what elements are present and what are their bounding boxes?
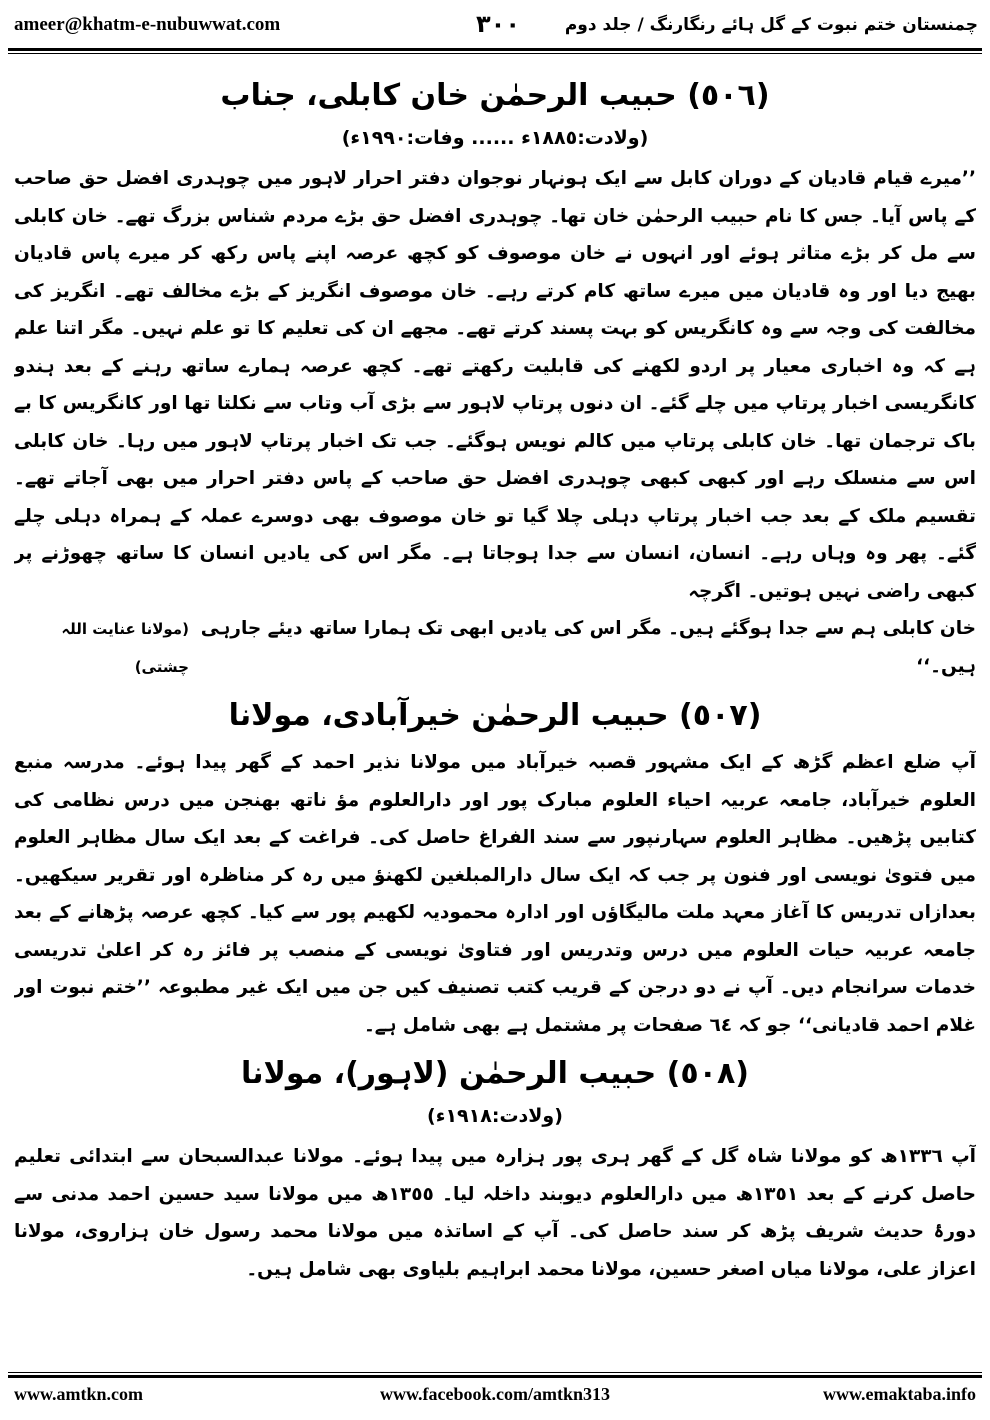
entry-heading: (٥٠٨) حبیب الرحمٰن (لاہور)، مولانا: [240, 1056, 750, 1091]
entry-heading: (٥٠٧) حبیب الرحمٰن خیرآبادی، مولانا: [228, 698, 762, 733]
entry-paragraph: ’’میرے قیام قادیان کے دوران کابل سے ایک ہونہار نوجوان دفتر احرار لاہور میں چوہدری افضل حق صاحب کے پاس آیا۔ جس کا نام حبیب الرحمٰن خان تھا۔ چوہدری افضل حق بڑے مردم شناس بزرگ تھے۔ خان کابلی سے مل کر بڑے متاثر ہوئے اور انہوں نے خان موصوف کو کچھ عرصہ اپنے پاس رکھ کر میرے پاس قادیان بھیج دیا اور وہ قادیان میں میرے ساتھ کام کرتے رہے۔ خان موصوف انگریز کے بڑے مخالف تھے۔ انگریز کی مخالفت کی وجہ سے وہ کانگریس کو بہت پسند کرتے تھے۔ مجھے ان کی تعلیم کا تو علم نہیں۔ مگر اتنا علم ہے کہ وہ اخباری معیار پر اردو لکھنے کی قابلیت رکھتے تھے۔ کچھ عرصہ ہمارے ساتھ رہنے کے بعد ہندو کانگریسی اخبار پرتاپ میں چلے گئے۔ ان دنوں پرتاپ لاہور سے بڑی آب وتاب سے نکلتا تھا اور کانگریس کا بے باک ترجمان تھا۔ خان کابلی پرتاپ میں کالم نویس ہوگئے۔ جب تک اخبار پرتاپ لاہور میں رہا۔ خان کابلی اس سے منسلک رہے اور کبھی کبھی چوہدری افضل حق صاحب کے پاس دفتر احرار میں بھی آجاتے تھے۔ تقسیم ملک کے بعد جب اخبار پرتاپ دہلی چلا گیا تو خان موصوف بھی دوسرے عملہ کے ہمراہ دہلی چلے گئے۔ پھر وہ وہاں رہے۔ انسان، انسان سے جدا ہوجاتا ہے۔ مگر اس کی یادیں انسان کا ساتھ چھوڑنے پر کبھی راضی نہیں ہوتیں۔ اگرچہ: [14, 168, 976, 602]
footer-link-emaktaba[interactable]: www.emaktaba.info: [822, 1384, 976, 1404]
page-header: [8, 6, 982, 46]
header-email: ameer@khatm-e-nubuwwat.com: [14, 14, 281, 35]
page-footer: [8, 1384, 982, 1414]
closing-line: خان کابلی ہم سے جدا ہوگئے ہیں۔ مگر اس کی یادیں ابھی تک ہمارا ساتھ دیئے جارہی ہیں۔‘‘: [200, 618, 976, 677]
header-rule-thin: [8, 53, 982, 54]
citation: (مولانا عنایت اللہ چشتی): [61, 620, 189, 676]
closing-line-row: [14, 610, 976, 686]
footer-rule-thick: [8, 1375, 982, 1378]
entry-dates: (ولادت:١٩١٨ء): [427, 1105, 563, 1127]
entry-paragraph: آپ ضلع اعظم گڑھ کے ایک مشہور قصبہ خیرآباد میں مولانا نذیر احمد کے گھر پیدا ہوئے۔ مدرسہ منبع العلوم خیرآباد، جامعہ عربیہ احیاء العلوم مبارک پور اور دارالعلوم مؤ ناتھ بھنجن میں درس نظامی کی کتابیں پڑھیں۔ مظاہر العلوم سہارنپور سے سند الفراغ حاصل کی۔ فراغت کے بعد ایک سال مظاہر العلوم میں فتویٰ نویسی اور فنون پر جب کہ ایک سال دارالمبلغین لکھنؤ میں رہ کر مناظرہ اور تقریر سیکھیں۔ بعدازاں تدریس کا آغاز معہد ملت مالیگاؤں اور ادارہ محمودیہ لکھیم پور سے کیا۔ کچھ عرصہ پڑھانے کے بعد جامعہ عربیہ حیات العلوم میں درس وتدریس اور فتاویٰ نویسی کے منصب پر فائز رہ کر اعلیٰ تدریسی خدمات سرانجام دیں۔ آپ نے دو درجن کے قریب کتب تصنیف کیں جن میں ایک غیر مطبوعہ ’’ختم نبوت اور غلام احمد قادیانی‘‘ جو کہ ٦٤ صفحات پر مشتمل ہے بھی شامل ہے۔: [14, 752, 976, 1036]
entry-paragraph: آپ ١٣٣٦ھ کو مولانا شاہ گل کے گھر ہری پور ہزارہ میں پیدا ہوئے۔ مولانا عبدالسبحان سے ابتدائی تعلیم حاصل کرنے کے بعد ١٣٥١ھ میں دارالعلوم دیوبند داخلہ لیا۔ ١٣٥٥ھ میں مولانا سید حسین احمد مدنی سے دورۂ حدیث شریف پڑھ کر سند حاصل کی۔ آپ کے اساتذہ میں مولانا محمد رسول خان ہزاروی، مولانا اعزاز علی، مولانا میاں اصغر حسین، مولانا محمد ابراہیم بلیاوی بھی شامل ہیں۔: [14, 1146, 976, 1280]
entry-507: [14, 696, 976, 1044]
page-number: ٣٠٠: [476, 10, 520, 38]
header-rule-thick: [8, 48, 982, 51]
page-content: [14, 66, 976, 1366]
footer-rule-thin: [8, 1372, 982, 1373]
footer-link-amtkn[interactable]: www.amtkn.com: [14, 1384, 143, 1404]
footer-link-facebook[interactable]: www.facebook.com/amtkn313: [380, 1384, 610, 1404]
entry-dates: (ولادت:١٨٨٥ء ...... وفات:١٩٩٠ء): [341, 127, 649, 149]
entry-506: [14, 76, 976, 686]
book-title: چمنستان ختم نبوت کے گل ہائے رنگارنگ / جلد دوم: [564, 15, 978, 35]
entry-heading: (٥٠٦) حبیب الرحمٰن خان کابلی، جناب: [220, 78, 770, 113]
entry-508: [14, 1054, 976, 1288]
